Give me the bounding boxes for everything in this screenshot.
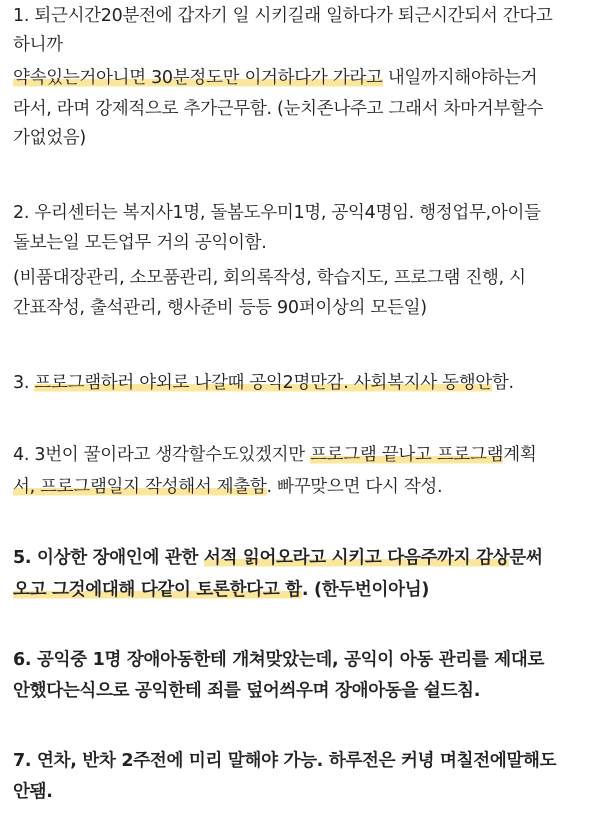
text: . 빠꾸맞으면 다시 작성. xyxy=(266,477,443,497)
text: 내일까지해야하는거 xyxy=(382,68,538,88)
text: 가없었음) xyxy=(13,128,86,148)
text: 1. 퇴근시간20분전에 갑자기 일 시키길래 일하다가 퇴근시간되서 간다고 xyxy=(13,6,553,26)
text: 7. 연차, 반차 2주전에 미리 말해야 가능. 하루전은 커녕 며칠전에말해도 xyxy=(13,751,557,771)
text: 라서, 라며 강제적으로 추가근무함. (눈치존나주고 그래서 차마거부할수 xyxy=(13,99,544,119)
text: 4. 3번이 꿀이라고 생각할수도있겠지만 xyxy=(13,445,311,465)
item-7-line-2 xyxy=(13,780,53,804)
item-1-line-1 xyxy=(13,4,553,28)
text: 간표작성, 출석관리, 행사준비 등등 90퍼이상의 모든일) xyxy=(13,298,427,318)
item-5-line-1 xyxy=(13,546,543,570)
text: 함. xyxy=(491,373,514,393)
text: 계획 xyxy=(503,445,537,465)
text: 돌보는일 모든업무 거의 공익이함. xyxy=(13,233,267,253)
item-5-line-2 xyxy=(13,578,429,602)
text: (비품대장관리, 소모품관리, 회의록작성, 학습지도, 프로그램 진행, 시 xyxy=(13,268,526,288)
item-6-line-2 xyxy=(13,679,480,703)
text: 안됌. xyxy=(13,782,53,802)
text: 문써 xyxy=(509,548,543,568)
item-2-line-1 xyxy=(13,201,541,225)
item-4-line-1 xyxy=(13,443,536,467)
item-2-line-3 xyxy=(13,266,526,290)
item-1-line-5 xyxy=(13,126,86,150)
text: 하니까 xyxy=(13,35,63,55)
highlighted-text: 프로그램 끝나고 프로그램 xyxy=(310,445,504,465)
item-2-line-4 xyxy=(13,296,427,320)
text: 6. 공익중 1명 장애아동한테 개쳐맞았는데, 공익이 아동 관리를 제대로 xyxy=(13,650,545,670)
highlighted-text: 서적 읽어오라고 시키고 다음주까지 감상 xyxy=(203,548,510,568)
item-2-line-2 xyxy=(13,231,267,255)
item-1-line-4 xyxy=(13,97,543,121)
item-3-line-1 xyxy=(13,371,514,395)
highlighted-text: 약속있는거아니면 30분정도만 이거하다가 가라고 xyxy=(13,68,383,88)
highlighted-text: 서, 프로그램일지 작성해서 제출함 xyxy=(13,477,267,497)
item-1-line-2 xyxy=(13,33,63,57)
text: 5. 이상한 장애인에 관한 xyxy=(13,548,204,568)
item-4-line-2 xyxy=(13,475,442,499)
text: 2. 우리센터는 복지사1명, 돌봄도우미1명, 공익4명임. 행정업무,아이들 xyxy=(13,203,541,223)
text: 안했다는식으로 공익한테 죄를 덮어씌우며 장애아동을 쉴드침. xyxy=(13,681,481,701)
highlighted-text: 오고 그것에대해 다같이 토론한다고 함 xyxy=(13,580,302,600)
text: 3. xyxy=(13,373,35,393)
item-6-line-1 xyxy=(13,648,544,672)
highlighted-text: 프로그램하러 야외로 나갈때 공익2명만감. 사회복지사 동행안 xyxy=(34,373,492,393)
text: . (한두번이아님) xyxy=(301,580,430,600)
item-7-line-1 xyxy=(13,749,556,773)
item-1-line-3 xyxy=(13,66,537,90)
